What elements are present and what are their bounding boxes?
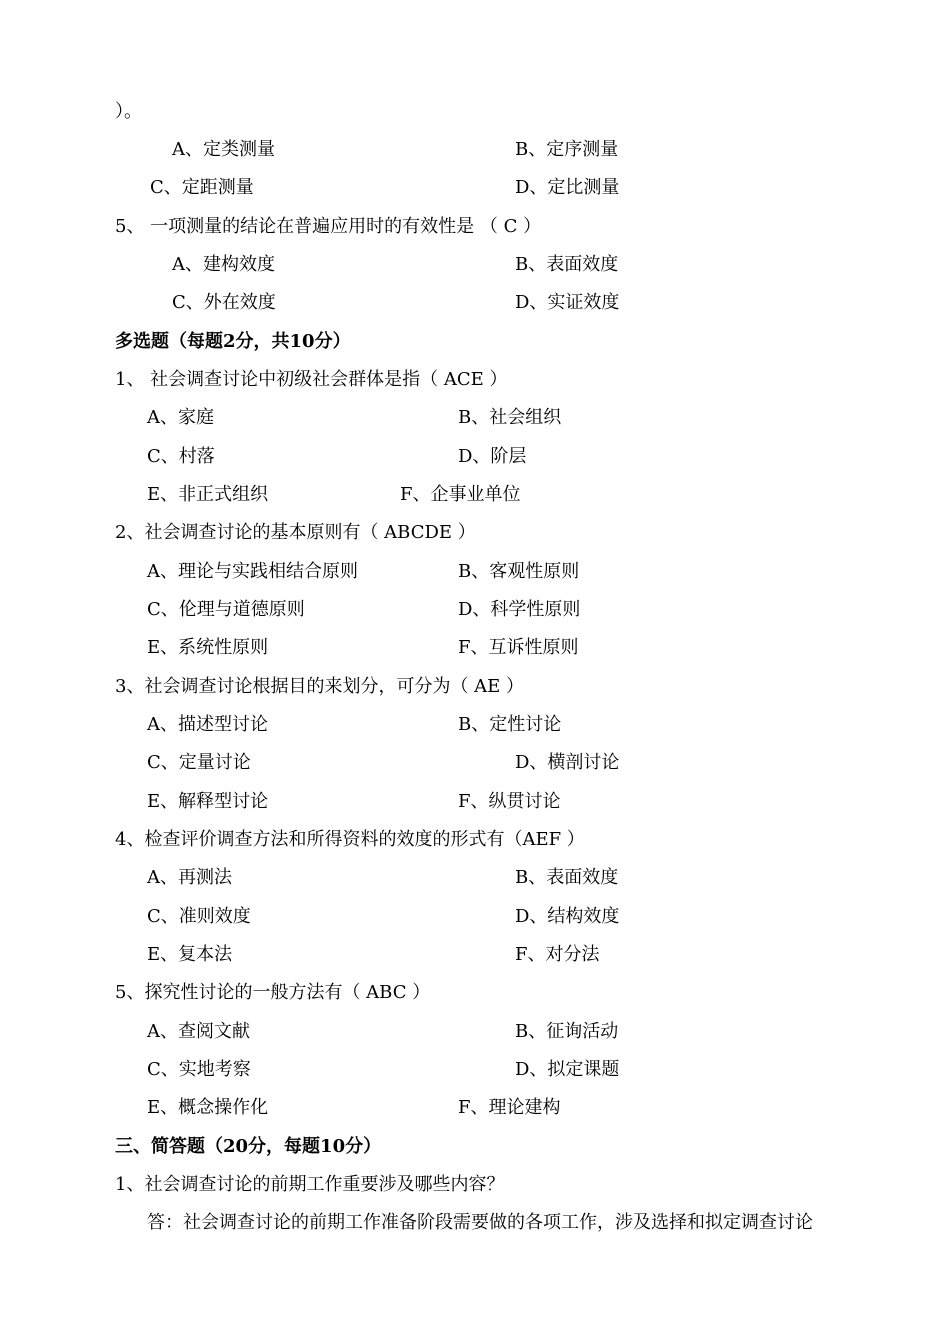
option-a: A、家庭 [147,407,214,428]
text-line: ）。 [115,101,142,122]
option-b: B、表面效度 [515,867,619,888]
option-a: A、定类测量 [172,139,275,160]
option-f: F、对分法 [515,944,600,965]
answer-text: 答：社会调查讨论的前期工作准备阶段需要做的各项工作，涉及选择和拟定调查讨论 [147,1212,813,1233]
section-heading: 多选题（每题2分，共10分） [115,331,351,352]
option-f: F、互诉性原则 [458,637,579,658]
question: 5、探究性讨论的一般方法有（ ABC ） [115,982,431,1003]
option-b: B、定性讨论 [458,714,562,735]
option-e: E、概念操作化 [147,1097,269,1118]
option-a: A、再测法 [147,867,232,888]
question: 4、检查评价调查方法和所得资料的效度的形式有（AEF ） [115,829,585,850]
question: 1、社会调查讨论的前期工作重要涉及哪些内容？ [115,1174,505,1195]
option-e: E、非正式组织 [147,484,269,505]
question: 2、社会调查讨论的基本原则有（ ABCDE ） [115,522,476,543]
option-d: D、定比测量 [515,177,620,198]
option-d: D、结构效度 [515,906,620,927]
option-a: A、建构效度 [172,254,275,275]
option-c: C、村落 [147,446,215,467]
option-b: B、社会组织 [458,407,562,428]
option-f: F、企事业单位 [400,484,521,505]
question: 5、 一项测量的结论在普遍应用时的有效性是 （ C ） [115,216,542,237]
option-d: D、科学性原则 [458,599,581,620]
option-a: A、理论与实践相结合原则 [147,561,358,582]
option-d: D、实证效度 [515,292,620,313]
section-heading: 三、简答题（20分，每题10分） [115,1136,382,1157]
option-e: E、解释型讨论 [147,791,269,812]
option-b: B、定序测量 [515,139,619,160]
option-c: C、定量讨论 [147,752,251,773]
option-f: F、纵贯讨论 [458,791,561,812]
option-a: A、描述型讨论 [147,714,268,735]
option-a: A、查阅文献 [147,1021,250,1042]
question: 3、社会调查讨论根据目的来划分，可分为（ AE ） [115,676,525,697]
option-b: B、表面效度 [515,254,619,275]
option-f: F、理论建构 [458,1097,561,1118]
question: 1、 社会调查讨论中初级社会群体是指（ ACE ） [115,369,508,390]
option-e: E、系统性原则 [147,637,269,658]
option-d: D、拟定课题 [515,1059,620,1080]
option-c: C、实地考察 [147,1059,251,1080]
option-c: C、定距测量 [150,177,254,198]
option-b: B、客观性原则 [458,561,580,582]
option-c: C、准则效度 [147,906,251,927]
option-d: D、横剖讨论 [515,752,620,773]
option-c: C、外在效度 [172,292,276,313]
option-e: E、复本法 [147,944,233,965]
option-c: C、伦理与道德原则 [147,599,305,620]
option-d: D、阶层 [458,446,527,467]
option-b: B、征询活动 [515,1021,619,1042]
